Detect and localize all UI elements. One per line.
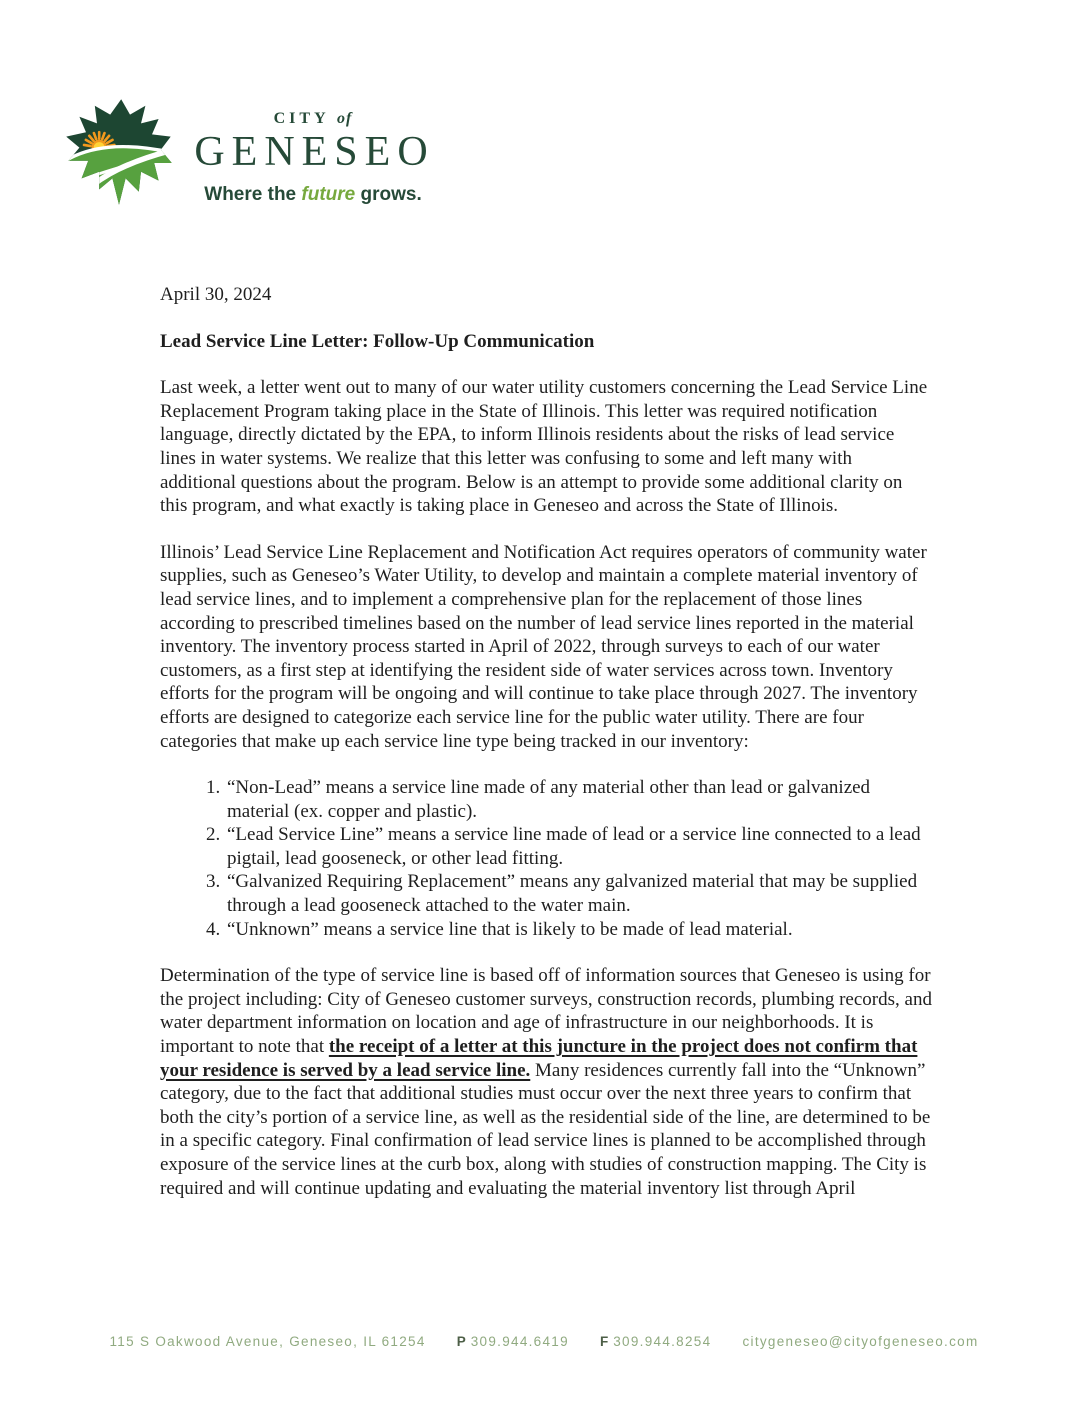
footer-address: 115 S Oakwood Avenue, Geneseo, IL 61254 bbox=[109, 1334, 426, 1349]
letter-subject: Lead Service Line Letter: Follow-Up Communication bbox=[160, 330, 595, 352]
letter-body bbox=[160, 283, 932, 1223]
paragraph-intro: Last week, a letter went out to many of our water utility customers concerning the Lead Service Line Replacement Program taking place in the State of Illinois. This letter was required notification language, directly dictated by the EPA, to inform Illinois residents about the risks of lead service lines in water systems. We realize that this letter was confusing to some and left many with additional questions about the program. Below is an attempt to provide some additional clarity on this program, and what exactly is taking place in Geneseo and across the State of Illinois. bbox=[160, 377, 928, 517]
footer-fax-label: F bbox=[599, 1334, 610, 1349]
paragraph-determination-end: Many residences currently fall into the “Unknown” category, due to the fact that additional studies must occur over the next three years to confirm that both the city’s portion of a service line, as well as the residential side of the line, are determined to be in a specific category. Final confirmation of lead service lines is planned to be accomplished through exposure of the service lines at the curb box, along with studies of construction mapping. The City is required and will continue updating and evaluating the material inventory list through April bbox=[160, 1059, 931, 1199]
list-item-lead-service-line: 2. “Lead Service Line” means a service line made of lead or a service line connected to a lead pigtail, lead gooseneck, or other lead fitting. bbox=[225, 823, 932, 870]
letter-date: April 30, 2024 bbox=[160, 284, 272, 305]
footer-phone: P 309.944.6419 bbox=[456, 1334, 569, 1349]
footer-phone-label: P bbox=[456, 1334, 467, 1349]
letterhead-footer bbox=[0, 1334, 1088, 1349]
list-item-galvanized: 3. “Galvanized Requiring Replacement” means any galvanized material that may be supplied through a lead gooseneck attached to the water main. bbox=[225, 870, 932, 917]
footer-fax: F 309.944.8254 bbox=[599, 1334, 712, 1349]
paragraph-determination-start: Determination of the type of service line is based off of information sources that Geneseo is using for the project including: City of Geneseo customer surveys, construction records, plumbing records, and water department information on location and age of infrastructure in our neighborhoods. It is important to note that bbox=[160, 965, 932, 1058]
paragraph-determination bbox=[160, 964, 932, 1200]
logo-tagline: Where the future grows. bbox=[204, 184, 422, 206]
footer-email: citygeneseo@cityofgeneseo.com bbox=[742, 1334, 979, 1349]
paragraph-act-overview: Illinois’ Lead Service Line Replacement and Notification Act requires operators of community water supplies, such as Geneseo’s Water Utility, to develop and maintain a complete material inventory of lead service lines, and to implement a comprehensive plan for the replacement of those lines according to prescribed timelines based on the number of lead service lines reported in the material inventory. The inventory process started in April of 2022, through surveys to each of our water customers, as a first step at identifying the resident side of water services across town. Inventory efforts for the program will be ongoing and will continue to take place through 2027. The inventory efforts are designed to categorize each service line for the public water utility. There are four categories that make up each service line type being tracked in our inventory: bbox=[160, 541, 927, 752]
logo-name: GENESEO bbox=[194, 129, 435, 175]
logo-city-of: CITY of bbox=[273, 110, 353, 127]
list-item-unknown: 4. “Unknown” means a service line that is likely to be made of lead material. bbox=[225, 918, 932, 942]
service-line-category-list bbox=[160, 776, 932, 941]
city-logo bbox=[64, 94, 444, 210]
logo-wordmark bbox=[182, 110, 444, 206]
paragraph-determination-emphasis: the receipt of a letter at this juncture in the project does not confirm that your residence is served by a lead service line. bbox=[160, 1036, 918, 1081]
list-item-non-lead: 1. “Non-Lead” means a service line made of any material other than lead or galvanized material (ex. copper and plastic). bbox=[225, 776, 932, 823]
maple-leaf-icon bbox=[64, 94, 174, 210]
